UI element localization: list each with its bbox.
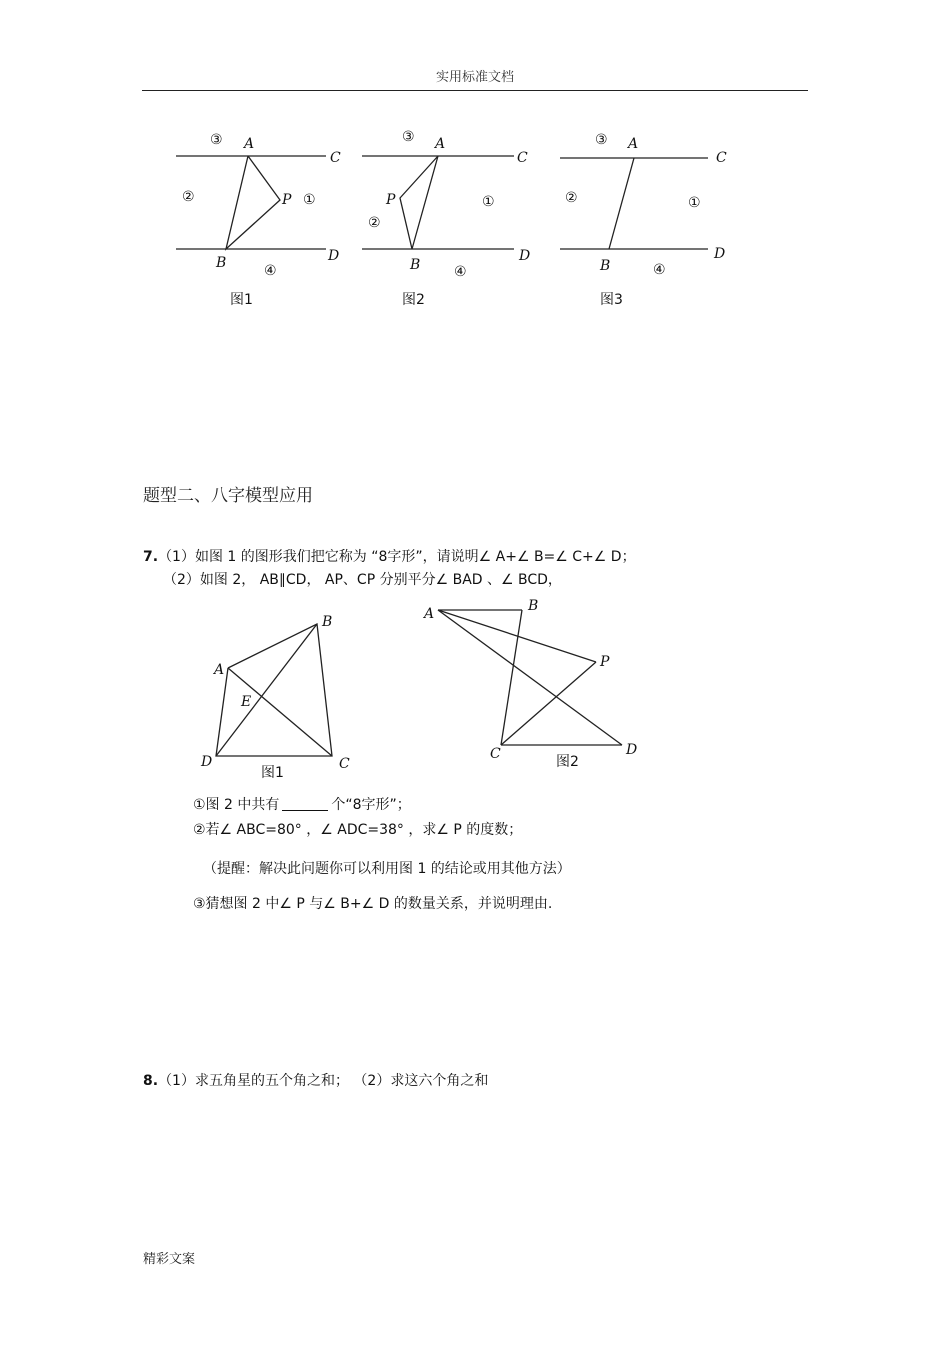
q7-number: 7. — [143, 549, 159, 565]
label-b: B — [322, 614, 333, 630]
q7-figures — [195, 596, 655, 782]
q7-figure-1 — [200, 614, 350, 781]
label-e: E — [241, 694, 252, 710]
q7-figure-2 — [422, 598, 637, 770]
label-d: D — [714, 246, 726, 262]
label-p: P — [600, 654, 610, 670]
label-c: C — [517, 150, 528, 166]
region-4: ④ — [454, 264, 467, 280]
label-d: D — [201, 754, 213, 770]
header-rule — [142, 90, 808, 91]
label-p: P — [386, 192, 396, 208]
label-c: C — [330, 150, 341, 166]
top-figures — [160, 118, 760, 318]
eight-shape — [216, 624, 332, 756]
answer-blank[interactable] — [282, 796, 328, 811]
q8-text: （1）求五角星的五个角之和； （2）求这六个角之和 — [158, 1073, 489, 1089]
label-c: C — [716, 150, 727, 166]
label-d: D — [519, 248, 531, 264]
label-a: A — [628, 136, 639, 152]
region-4: ④ — [653, 262, 666, 278]
label-a: A — [244, 136, 255, 152]
segment-ac — [228, 668, 332, 756]
q7-hint: （提醒：解决此问题你可以利用图 1 的结论或用其他方法） — [203, 861, 571, 877]
region-3: ③ — [402, 129, 415, 145]
q7-sub2: ②若∠ ABC=80° ，∠ ADC=38° ，求∠ P 的度数； — [193, 822, 523, 838]
transversal-ab — [609, 158, 634, 249]
segment-bd — [216, 624, 317, 756]
page-header-title: 实用标准文档 — [435, 70, 514, 85]
label-a: A — [424, 606, 435, 622]
label-c: C — [339, 756, 350, 772]
region-1: ① — [688, 195, 701, 211]
label-a: A — [214, 662, 225, 678]
region-3: ③ — [210, 132, 223, 148]
figure-1 — [176, 132, 341, 308]
q7-sub1-text-after: 个“8字形”； — [331, 797, 411, 813]
segment-ap — [438, 610, 596, 662]
q7-sub3: ③猜想图 2 中∠ P 与∠ B+∠ D 的数量关系，并说明理由. — [193, 896, 553, 912]
q7-sub1-text-before: ①图 2 中共有 — [193, 797, 280, 813]
figure-3-caption: 图3 — [600, 292, 623, 308]
q8-line — [143, 1070, 488, 1090]
region-2: ② — [368, 215, 381, 231]
label-a: A — [435, 136, 446, 152]
q7-figure-1-caption: 图1 — [261, 765, 284, 781]
q7-line2: （2）如图 2， AB∥CD， AP、CP 分别平分∠ BAD 、∠ BCD， — [163, 572, 562, 588]
figure-2 — [362, 129, 530, 308]
region-1: ① — [303, 192, 316, 208]
region-2: ② — [182, 189, 195, 205]
segment-bc — [501, 610, 522, 745]
label-c: C — [490, 746, 501, 762]
q7-line1 — [143, 546, 636, 566]
q7-part1-text: （1）如图 1 的图形我们把它称为 “8字形”，请说明∠ A+∠ B=∠ C+∠ D； — [158, 549, 636, 565]
label-b: B — [528, 598, 539, 614]
label-d: D — [328, 248, 340, 264]
section-title: 题型二、八字模型应用 — [143, 486, 313, 506]
figure-1-caption: 图1 — [230, 292, 253, 308]
figure-2-shape — [400, 156, 438, 249]
q7-sub1 — [193, 794, 411, 814]
page-footer: 精彩文案 — [143, 1252, 196, 1267]
region-2: ② — [565, 190, 578, 206]
segment-cp — [501, 662, 596, 745]
label-b: B — [600, 258, 611, 274]
label-b: B — [410, 257, 421, 273]
region-4: ④ — [264, 263, 277, 279]
region-3: ③ — [595, 132, 608, 148]
label-p: P — [282, 192, 292, 208]
label-d: D — [626, 742, 638, 758]
q7-figure-2-caption: 图2 — [556, 754, 579, 770]
region-1: ① — [482, 194, 495, 210]
segment-ad — [438, 610, 622, 745]
figure-3 — [560, 132, 727, 308]
figure-1-shape — [226, 156, 280, 249]
label-b: B — [216, 255, 227, 271]
figure-2-caption: 图2 — [402, 292, 425, 308]
q8-number: 8. — [143, 1073, 159, 1089]
